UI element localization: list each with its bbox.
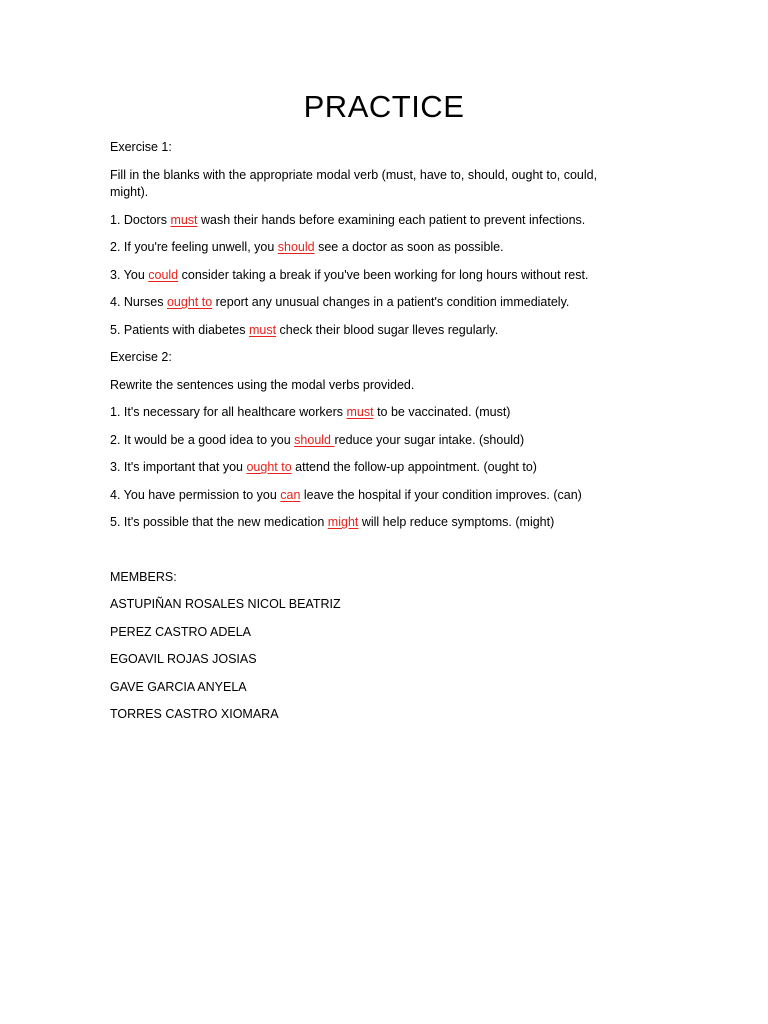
item-text-before: 3. You <box>110 267 149 282</box>
item-text-before: 5. It's possible that the new medication <box>110 515 328 529</box>
member-name: ASTUPIÑAN ROSALES NICOL BEATRIZ <box>110 597 341 611</box>
exercise-2-item-3 <box>110 459 635 477</box>
page-title: PRACTICE <box>303 89 465 124</box>
modal-answer: must <box>170 212 198 227</box>
exercise-2-item-1 <box>110 404 635 422</box>
item-text-before: 4. You have permission to you <box>110 487 281 502</box>
item-text-before: 1. It's necessary for all healthcare workers <box>110 405 347 419</box>
exercise-2-heading: Exercise 2: <box>110 350 172 364</box>
exercise-1-item-2 <box>110 239 635 257</box>
item-text-before: 3. It's important that you <box>110 460 247 474</box>
document-body <box>110 139 635 734</box>
item-text-after: attend the follow-up appointment. (ought to) <box>291 460 537 474</box>
exercise-1-item-1 <box>110 212 635 230</box>
modal-answer: should <box>277 240 315 254</box>
item-text-after: leave the hospital if your condition improves. (can) <box>300 487 582 502</box>
paragraph-spacer <box>110 542 635 569</box>
exercise-1-item-4 <box>110 294 635 312</box>
members-heading: MEMBERS: <box>110 569 177 584</box>
item-text-after: to be vaccinated. (must) <box>373 405 511 419</box>
exercise-1-item-5 <box>110 322 635 340</box>
exercise-1-heading: Exercise 1: <box>110 140 172 154</box>
item-text-after: reduce your sugar intake. (should) <box>334 432 525 447</box>
modal-answer: ought to <box>246 460 292 474</box>
modal-answer: might <box>327 515 359 529</box>
item-text-before: 2. If you're feeling unwell, you <box>110 240 278 254</box>
exercise-2-item-4 <box>110 487 635 505</box>
item-text-before: 4. Nurses <box>110 295 167 309</box>
item-text-before: 1. Doctors <box>110 212 171 227</box>
item-text-after: report any unusual changes in a patient's condition immediately. <box>212 295 570 309</box>
modal-answer: can <box>280 487 301 502</box>
item-text-before: 5. Patients with diabetes <box>110 322 249 337</box>
member-name: EGOAVIL ROJAS JOSIAS <box>110 652 257 666</box>
item-text-after: wash their hands before examining each patient to prevent infections. <box>197 212 586 227</box>
modal-answer: ought to <box>166 295 213 309</box>
exercise-1-item-3 <box>110 267 635 285</box>
member-name: GAVE GARCIA ANYELA <box>110 679 247 694</box>
exercise-1-instructions: Fill in the blanks with the appropriate modal verb (must, have to, should, ought to, could, might). <box>110 167 598 199</box>
item-text-after: will help reduce symptoms. (might) <box>358 515 555 529</box>
exercise-2-instructions: Rewrite the sentences using the modal verbs provided. <box>110 377 415 392</box>
exercise-2-item-5 <box>110 514 635 532</box>
member-name: PEREZ CASTRO ADELA <box>110 624 252 639</box>
item-text-before: 2. It would be a good idea to you <box>110 432 295 447</box>
modal-answer: must <box>248 322 277 337</box>
item-text-after: consider taking a break if you've been working for long hours without rest. <box>178 267 589 282</box>
modal-answer: should <box>294 432 335 447</box>
item-text-after: check their blood sugar lleves regularly. <box>276 322 499 337</box>
item-text-after: see a doctor as soon as possible. <box>314 240 504 254</box>
modal-answer: could <box>148 267 179 282</box>
modal-answer: must <box>346 405 374 419</box>
exercise-2-item-2 <box>110 432 635 450</box>
member-name: TORRES CASTRO XIOMARA <box>110 707 279 721</box>
